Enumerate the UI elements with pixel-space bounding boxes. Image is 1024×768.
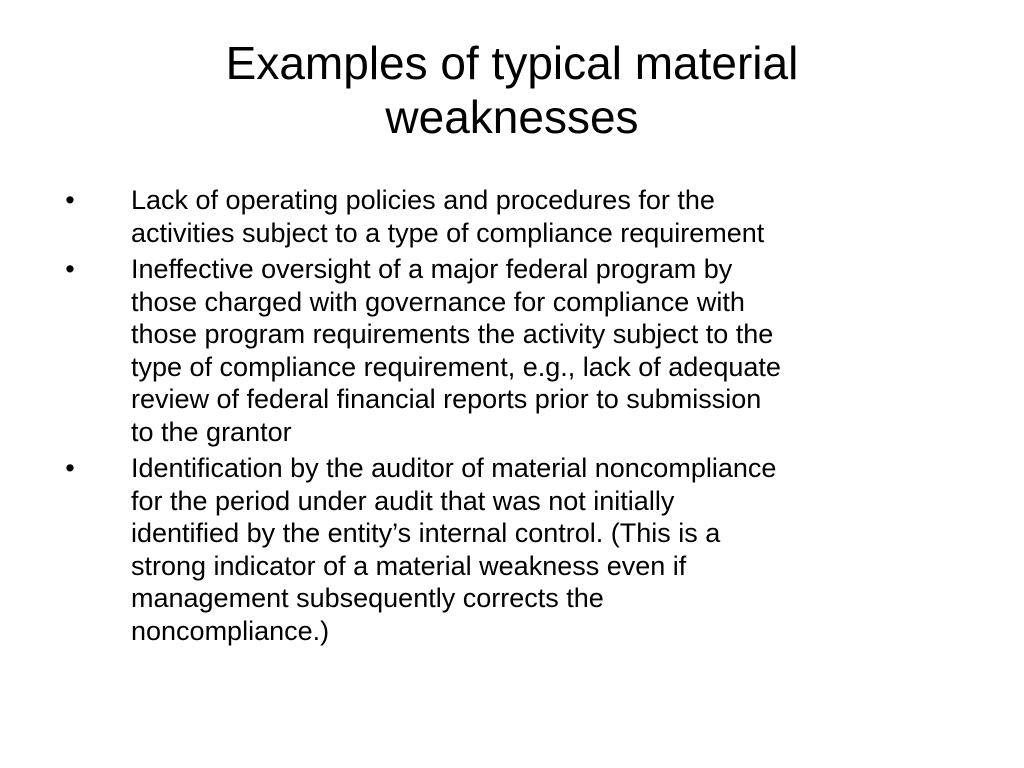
bullet-text-line: to the grantor [131, 416, 292, 447]
bullet-point-icon: • [65, 185, 75, 215]
bullet-list [56, 184, 966, 651]
bullet-text-line: those charged with governance for compliance with [131, 286, 745, 317]
bullet-item-operating-policies [56, 184, 966, 249]
bullet-text-line: identified by the entity’s internal control. (This is a [131, 518, 721, 548]
bullet-text-line: management subsequently corrects the [131, 583, 604, 613]
bullet-point-icon: • [65, 453, 75, 483]
bullet-text-line: Ineffective oversight of a major federal program by [131, 254, 733, 284]
bullet-text-line: type of compliance requirement, e.g., lack of adequate [131, 351, 781, 382]
bullet-text-line: strong indicator of a material weakness even if [131, 550, 687, 581]
bullet-text-line: those program requirements the activity subject to the [131, 319, 774, 349]
bullet-text-line: review of federal financial reports prior to submission [131, 384, 762, 414]
bullet-text-line: for the period under audit that was not initially [131, 485, 675, 516]
bullet-text-line: activities subject to a type of compliance requirement [131, 217, 765, 248]
bullet-text-line: Identification by the auditor of material noncompliance [131, 453, 777, 483]
bullet-text-line: noncompliance.) [131, 615, 330, 646]
bullet-item-ineffective-oversight [56, 253, 966, 448]
bullet-item-auditor-identification [56, 452, 966, 647]
title-line: weaknesses [385, 91, 639, 143]
title-line: Examples of typical material [225, 37, 799, 89]
bullet-text-line: Lack of operating policies and procedures for the [131, 185, 715, 215]
slide-title [60, 36, 964, 144]
bullet-point-icon: • [65, 254, 75, 284]
